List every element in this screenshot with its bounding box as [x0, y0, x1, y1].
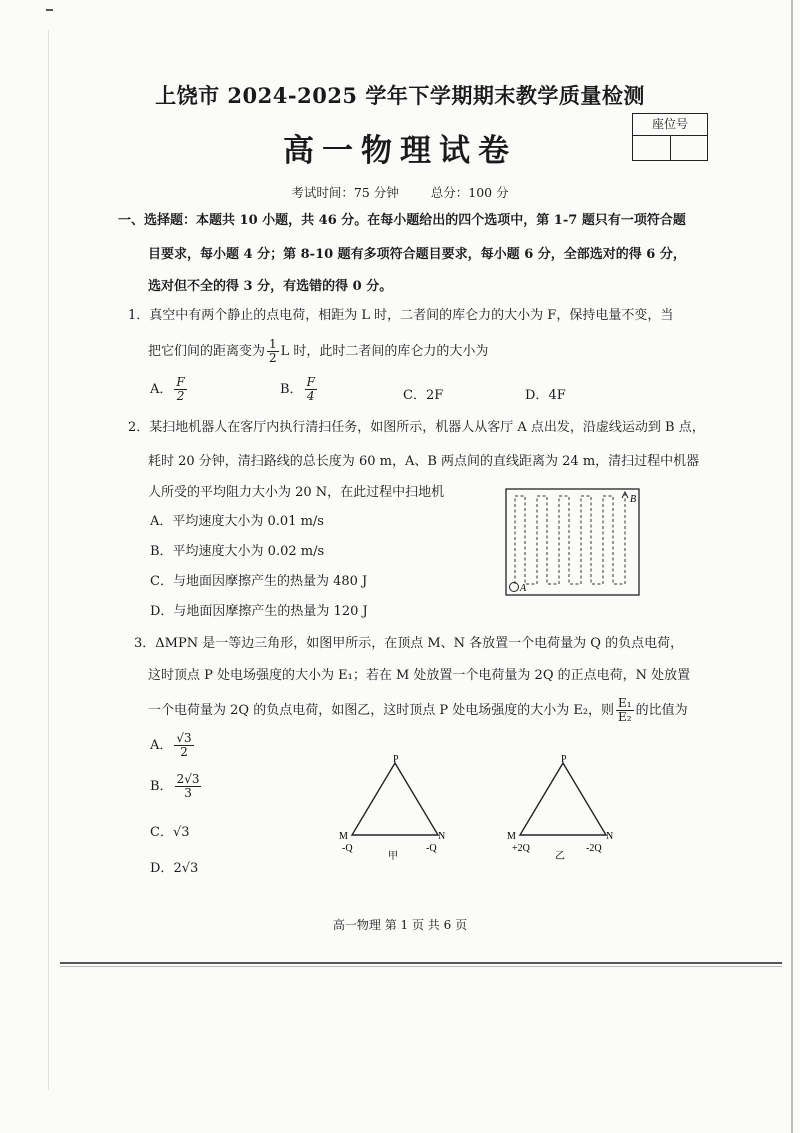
option-fraction	[174, 732, 193, 759]
room-outline	[506, 489, 639, 595]
option-text: 2F	[425, 388, 444, 403]
vertex-m-label: M	[507, 831, 516, 842]
q3-option-b[interactable]	[150, 773, 203, 800]
q3-stem	[148, 697, 688, 724]
q1-stem: 1．真空中有两个静止的点电荷，相距为 L 时，二者间的库仑力的大小为 F，保持电量不变，当	[128, 308, 674, 323]
charge-n-label: -Q	[426, 843, 437, 854]
fraction-numerator: 1	[269, 337, 277, 351]
q3-option-c[interactable]	[150, 821, 190, 840]
fraction-denominator: 2	[176, 389, 185, 403]
option-text: 4F	[548, 388, 566, 403]
fraction-numerator: 2√3	[176, 772, 200, 786]
charge-m-label: +2Q	[512, 843, 530, 854]
triangle-figure-yi	[500, 755, 630, 865]
q2-option-c[interactable]: C．与地面因摩擦产生的热量为 480 J	[150, 574, 368, 589]
vertex-p-label: P	[393, 754, 399, 765]
point-b-label: B	[630, 494, 637, 505]
q3-option-d[interactable]	[150, 857, 198, 876]
fraction-denominator: 2	[269, 351, 277, 365]
seat-label: 座位号	[633, 114, 707, 136]
page-footer: 高一物理 第 1 页 共 6 页	[332, 918, 468, 932]
option-label: A．	[150, 382, 173, 397]
q3-stem: 这时顶点 P 处电场强度的大小为 E₁；若在 M 处放置一个电荷量为 2Q 的正点电荷，N 处放置	[148, 668, 691, 683]
cleaning-path	[515, 494, 625, 584]
q3-text: 的比值为	[635, 703, 688, 718]
triangle	[352, 763, 438, 835]
point-a-label: A	[520, 583, 527, 594]
q1-text: L 时，此时二者间的库仑力的大小为	[280, 344, 489, 359]
q2-option-b[interactable]: B．平均速度大小为 0.02 m/s	[150, 544, 325, 559]
divider	[60, 966, 782, 967]
charge-m-label: -Q	[342, 843, 353, 854]
q3-option-a[interactable]	[150, 732, 196, 759]
fraction-denominator: E₂	[618, 710, 632, 724]
fraction-numerator: √3	[176, 731, 192, 745]
q3-text: 一个电荷量为 2Q 的负点电荷，如图乙，这时顶点 P 处电场强度的大小为 E₂，则	[148, 703, 615, 718]
option-label: A．	[150, 738, 173, 753]
q2-stem: 耗时 20 分钟，清扫路线的总长度为 60 m，A、B 两点间的直线距离为 24 m，清扫过程中机器	[148, 454, 700, 469]
q1-text: 把它们间的距离变为	[148, 344, 266, 359]
q2-stem: 2．某扫地机器人在客厅内执行清扫任务，如图所示，机器人从客厅 A 点出发，沿虚线运动到 B 点，	[128, 420, 705, 435]
q1-option-a[interactable]	[150, 376, 189, 403]
q1-fraction	[267, 338, 279, 365]
exam-time: 考试时间：75 分钟	[291, 185, 399, 200]
robot-path-figure	[505, 488, 641, 598]
q2-stem: 人所受的平均阻力大小为 20 N，在此过程中扫地机	[148, 485, 445, 500]
fraction-numerator: F	[176, 375, 185, 389]
section-instruction: 目要求，每小题 4 分；第 8-10 题有多项符合题目要求，每小题 6 分，全部选对的得 6 分，	[148, 247, 686, 262]
fraction-denominator: 4	[306, 389, 315, 403]
seat-cell	[671, 136, 708, 160]
vertex-n-label: N	[606, 831, 614, 842]
exam-info	[0, 183, 800, 201]
divider	[60, 962, 782, 964]
section-heading: 一、选择题：本题共 10 小题，共 46 分。在每小题给出的四个选项中，第 1-7 题只有一项符合题	[118, 213, 686, 228]
option-label: C．	[150, 825, 173, 840]
option-text: √3	[172, 825, 190, 840]
triangle	[520, 763, 606, 835]
charge-n-label: -2Q	[586, 843, 602, 854]
q1-option-c[interactable]	[403, 384, 443, 403]
option-label: B．	[280, 382, 303, 397]
figure-caption: 甲	[388, 851, 398, 862]
q2-option-d[interactable]: D．与地面因摩擦产生的热量为 120 J	[150, 604, 368, 619]
figure-caption: 乙	[555, 851, 565, 862]
vertex-m-label: M	[339, 831, 348, 842]
vertex-n-label: N	[438, 831, 446, 842]
option-fraction	[174, 376, 186, 403]
option-label: D．	[150, 861, 174, 876]
q1-option-b[interactable]	[280, 376, 319, 403]
triangle-figure-jia	[330, 755, 460, 865]
vertex-p-label: P	[561, 754, 567, 765]
fraction-numerator: F	[306, 375, 315, 389]
option-label: D．	[525, 388, 549, 403]
option-label: B．	[150, 779, 173, 794]
seat-cell	[633, 136, 671, 160]
q1-option-d[interactable]	[525, 384, 566, 403]
paper-title: 高一物理试卷	[283, 133, 517, 169]
fraction-denominator: 3	[184, 786, 192, 800]
fraction-denominator: 2	[180, 745, 188, 759]
robot-icon	[510, 583, 519, 592]
q1-stem	[148, 338, 488, 365]
exam-title: 上饶市 2024-2025 学年下学期期末教学质量检测	[155, 83, 645, 108]
option-fraction	[305, 376, 317, 403]
section-instruction: 选对但不全的得 3 分，有选错的得 0 分。	[148, 279, 393, 294]
option-fraction	[175, 773, 202, 800]
option-text: 2√3	[173, 861, 199, 876]
q3-fraction	[616, 697, 634, 724]
option-label: C．	[403, 388, 426, 403]
q3-stem: 3．ΔMPN 是一等边三角形，如图甲所示，在顶点 M、N 各放置一个电荷量为 Q 的负点电荷，	[134, 636, 684, 651]
fraction-numerator: E₁	[618, 696, 632, 710]
scan-mark	[46, 9, 53, 11]
q2-option-a[interactable]: A．平均速度大小为 0.01 m/s	[150, 514, 324, 529]
seat-number-box	[632, 113, 708, 161]
exam-score: 总分：100 分	[430, 185, 509, 200]
